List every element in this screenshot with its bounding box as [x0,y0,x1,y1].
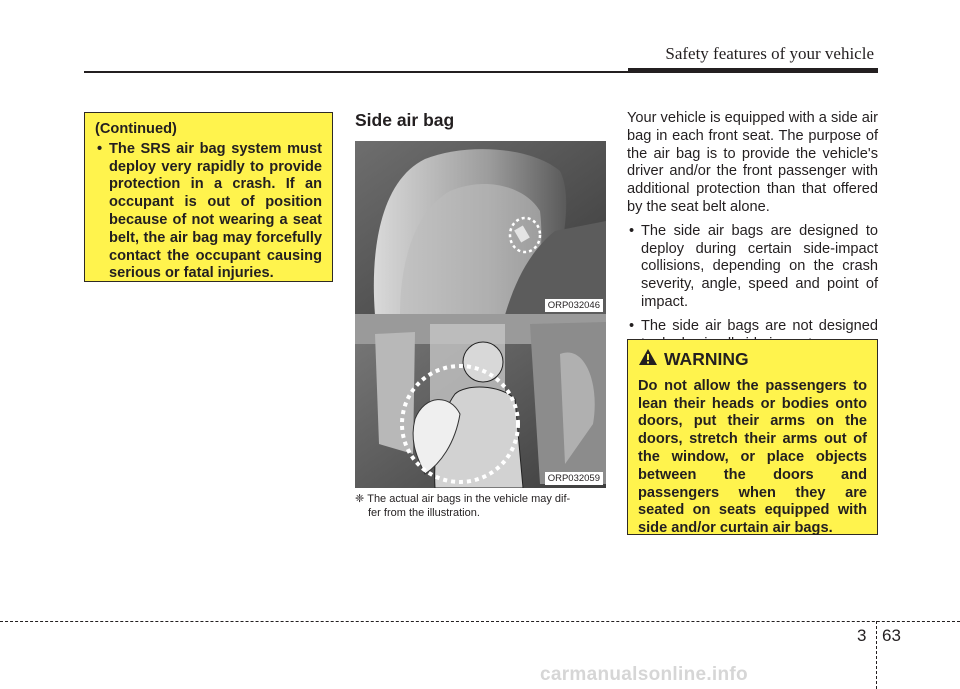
running-header: Safety features of your vehicle [665,44,874,63]
page-number: 63 [882,626,901,645]
watermark: carmanualsonline.info [540,664,748,685]
section-title: Side air bag [355,110,455,130]
figure-side-airbag-deployed [355,314,606,488]
body-text [627,110,878,359]
continued-list [95,141,322,283]
warning-label: WARNING [664,349,749,369]
continued-label: (Continued) [95,121,177,137]
page-chapter-number: 3 [857,626,867,645]
warning-triangle-icon [638,348,664,372]
caption-line-1: The actual air bags in the vehicle may dif- [367,493,571,505]
warning-box [627,339,878,535]
deployed-airbag-illustration [355,314,606,488]
continued-note-box [84,112,333,282]
body-intro: Your vehicle is equipped with a side air bag in each front seat. The purpose of the air bag is to provide the vehicle's driver and/or the front passenger with additional protection than that offered by the seat belt alone. [627,110,878,215]
footer-rule [0,621,960,622]
body-bullet: • The side air bags are designed to deploy during certain side-impact collisions, depending on the crash severity, angle, speed and point of impact. [627,223,878,312]
caption-line-2: fer from the illustration. [368,507,480,519]
seat-illustration [355,141,606,315]
body-bullet: • The side air bags are not designed [627,318,878,354]
warning-text: Do not allow the passengers to lean their heads or bodies onto doors, put their arms on the doors, stretch their arms out of the window, or place objects between the doors and passengers when they are seated on seats equipped with side and/or curtain air bags. [638,377,867,537]
figure-code: ORP032046 [545,299,603,312]
continued-bullet: • The SRS air bag system must deploy very rapidly to provide protection in a crash. If an occupant is out of position because of not wearing a seat belt, the air bag may forcefully contact the occupant causing serious or fatal injuries. [95,141,322,283]
body-bullet-list [627,223,878,354]
caption-symbol: ❈ [355,493,365,505]
header-rule-accent [628,68,878,73]
figure-code: ORP032059 [545,472,603,485]
footer-divider [876,621,877,689]
warning-header [638,348,867,372]
figure-side-airbag-seat [355,141,606,315]
figure-caption [355,492,605,520]
